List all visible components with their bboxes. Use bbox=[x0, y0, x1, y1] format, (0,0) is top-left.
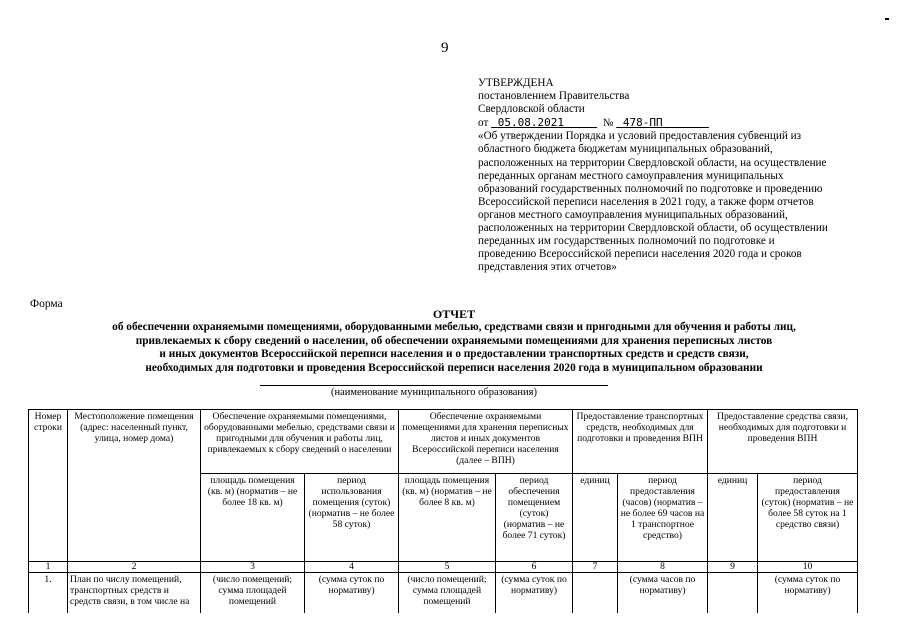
column-number: 9 bbox=[708, 562, 758, 573]
report-line: привлекаемых к сбору сведений о населении, об обеспечении охраняемыми помещениями для хранения переписных листов bbox=[135, 334, 773, 347]
column-number: 8 bbox=[618, 562, 708, 573]
report-line: необходимых для подготовки и проведения Всероссийской переписи населения 2020 года в муниципальном образовании bbox=[145, 361, 763, 374]
approval-date-line bbox=[478, 116, 873, 130]
approval-text-line: «Об утверждении Порядка и условий предоставления субвенций из bbox=[478, 130, 802, 143]
approval-text-line: представления этих отчетов» bbox=[478, 261, 617, 274]
approval-line2: Свердловской области bbox=[478, 103, 585, 116]
column-number: 3 bbox=[201, 562, 305, 573]
header-location: Местоположение помещения (адрес: населенный пункт, улица, номер дома) bbox=[68, 410, 201, 562]
header-group-communication: Предоставление средства связи, необходимых для подготовки и проведения ВПН bbox=[708, 410, 858, 474]
approval-date: 05.08.2021 bbox=[497, 116, 564, 130]
report-title: ОТЧЕТ bbox=[432, 307, 476, 321]
row-number: 1. bbox=[29, 573, 68, 613]
approval-text-line: расположенных на территории Свердловской области, об осуществлении bbox=[478, 222, 828, 235]
report-heading bbox=[30, 308, 878, 375]
column-number: 2 bbox=[68, 562, 201, 573]
column-number: 7 bbox=[573, 562, 618, 573]
row-work-period: (сумма суток по нормативу) bbox=[305, 573, 399, 613]
date-prefix: от bbox=[478, 117, 489, 130]
header-row-number: Номер строки bbox=[29, 410, 68, 562]
municipality-caption: (наименование муниципального образования) bbox=[330, 387, 538, 398]
row-transport-units bbox=[573, 573, 618, 613]
form-label: Форма bbox=[30, 298, 63, 310]
report-line: и иных документов Всероссийской переписи населения и о предоставлении транспортных средств и средств связи, bbox=[159, 348, 749, 361]
table-row bbox=[29, 573, 858, 613]
header-transport-units: единиц bbox=[573, 474, 618, 562]
approval-block bbox=[478, 77, 873, 274]
header-group-transport: Предоставление транспортных средств, необходимых для подготовки и проведения ВПН bbox=[573, 410, 708, 474]
approval-text-line: образований государственных полномочий по подготовке и проведению bbox=[478, 182, 823, 195]
approval-text-line: переданных органам местного самоуправления муниципальных bbox=[478, 169, 784, 182]
column-number: 5 bbox=[399, 562, 496, 573]
header-work-period: период использования помещения (суток) (норматив – не более 58 суток) bbox=[305, 474, 399, 562]
header-storage-area: площадь помещения (кв. м) (норматив – не более 8 кв. м) bbox=[399, 474, 496, 562]
header-comm-units: единиц bbox=[708, 474, 758, 562]
approval-text bbox=[478, 130, 873, 274]
header-work-area: площадь помещения (кв. м) (норматив – не более 18 кв. м) bbox=[201, 474, 305, 562]
approval-text-line: Всероссийской переписи населения в 2021 году, а также форм отчетов bbox=[478, 195, 814, 208]
report-line: об обеспечении охраняемыми помещениями, оборудованными мебелью, средствами связи и пригодными для обучения и работы лиц, bbox=[112, 321, 796, 334]
number-prefix: № bbox=[602, 117, 614, 130]
column-number: 4 bbox=[305, 562, 399, 573]
municipality-blank-line bbox=[260, 385, 608, 386]
row-storage-area: (число помещений; сумма площадей помещений bbox=[399, 573, 496, 613]
column-number: 1 bbox=[29, 562, 68, 573]
page-number: 9 bbox=[441, 40, 449, 56]
approval-text-line: областного бюджета бюджетам муниципальных образований, bbox=[478, 143, 773, 156]
header-transport-period: период предоставления (часов) (норматив – не более 69 часов на 1 транспортное средство) bbox=[618, 474, 708, 562]
approval-text-line: органов местного самоуправления муниципальных образований, bbox=[478, 208, 788, 221]
row-work-area: (число помещений; сумма площадей помещений bbox=[201, 573, 305, 613]
approval-text-line: проведению Всероссийской переписи населения 2020 года и сроков bbox=[478, 248, 802, 261]
approval-text-line: расположенных на территории Свердловской области, на осуществление bbox=[478, 156, 827, 169]
row-comm-period: (сумма суток по нормативу) bbox=[758, 573, 858, 613]
column-number: 10 bbox=[758, 562, 858, 573]
header-group-storage-premises: Обеспечение охраняемыми помещениями для хранения переписных листов и иных документов Всероссийской переписи населения (далее – ВПН) bbox=[399, 410, 573, 474]
row-location: План по числу помещений, транспортных средств и средств связи, в том числе на bbox=[68, 573, 201, 613]
approval-line1: постановлением Правительства bbox=[478, 90, 630, 103]
approval-title: УТВЕРЖДЕНА bbox=[478, 77, 554, 89]
row-transport-period: (сумма часов по нормативу) bbox=[618, 573, 708, 613]
row-storage-period: (сумма суток по нормативу) bbox=[496, 573, 573, 613]
report-table bbox=[28, 409, 858, 613]
approval-text-line: переданных им государственных полномочий по подготовке и bbox=[478, 235, 775, 248]
header-comm-period: период предоставления (суток) (норматив – не более 58 суток на 1 средство связи) bbox=[758, 474, 858, 562]
column-number: 6 bbox=[496, 562, 573, 573]
header-storage-period: период обеспечения помещением (суток) (норматив – не более 71 суток) bbox=[496, 474, 573, 562]
header-group-work-premises: Обеспечение охраняемыми помещениями, оборудованными мебелью, средствами связи и пригодными для обучения и работы лиц, привлекаемых к сбору сведений о населении bbox=[201, 410, 399, 474]
approval-number: 478-ПП bbox=[622, 116, 663, 130]
corner-mark bbox=[885, 18, 889, 20]
row-comm-units bbox=[708, 573, 758, 613]
